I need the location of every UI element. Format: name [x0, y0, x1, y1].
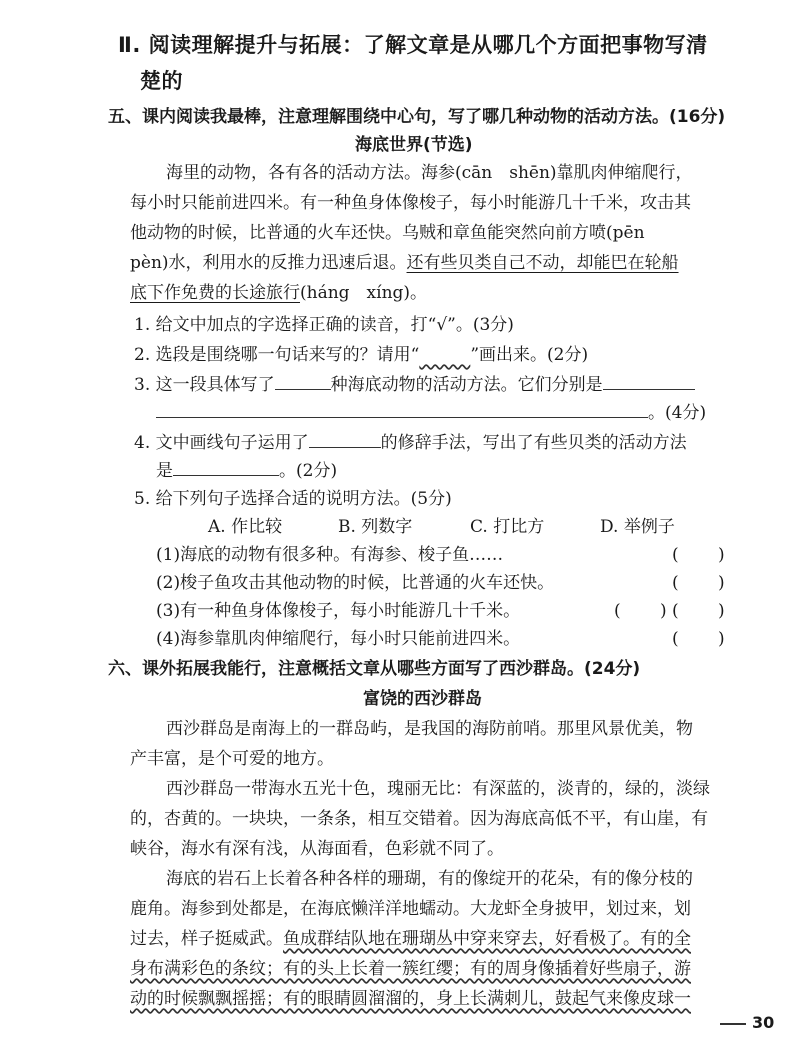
underlined-sentence: 还有些贝类自己不动，却能巴在轮船: [406, 253, 679, 273]
answer-paren-open: (: [672, 601, 679, 621]
sub-question-4: 4. 文中画线句子运用了 的修辞手法，写出了有些贝类的活动方法: [134, 428, 687, 458]
answer-paren-close[interactable]: ): [660, 601, 667, 621]
passage-line: 的，杏黄的。一块块，一条条，相互交错着。因为海底高低不平，有山崖，有: [130, 809, 708, 829]
page-number-bar: [720, 1010, 800, 1036]
sub-question-5: 5. 给下列句子选择合适的说明方法。(5分): [134, 489, 452, 509]
passage-line: 他动物的时候，比普通的火车还快。乌贼和章鱼能突然向前方喷(pēn: [130, 223, 645, 243]
answer-paren-close[interactable]: ): [718, 629, 725, 649]
question-6-heading: 六、课外拓展我能行，注意概括文章从哪些方面写了西沙群岛。(24分): [108, 659, 641, 679]
wavy-underlined-text: 身布满彩色的条纹；有的头上长着一簇红缨；有的周身像插着好些扇子，游: [130, 959, 691, 979]
sub-question-2: 2. 选段是围绕哪一句话来写的？请用“ ”画出来。(2分): [134, 345, 589, 365]
passage-line: 海里的动物，各有各的活动方法。海参(cān shēn)靠肌肉伸缩爬行，: [166, 163, 693, 183]
sub-question-3: 3. 这一段具体写了 种海底动物的活动方法。它们分别是: [134, 370, 695, 400]
method-item: (4)海参靠肌肉伸缩爬行，每小时只能前进四米。: [156, 629, 521, 649]
answer-blank[interactable]: [275, 371, 331, 390]
passage-line: 峡谷，海水有深有浅，从海面看，色彩就不同了。: [130, 839, 504, 859]
answer-paren-close[interactable]: ): [718, 601, 725, 621]
section-title-continued: 楚的: [140, 69, 183, 93]
method-item: (2)梭子鱼攻击其他动物的时候，比普通的火车还快。: [156, 573, 555, 593]
article-title-xi-sha: 富饶的西沙群岛: [363, 689, 482, 709]
method-item: (1)海底的动物有很多种。有海参、梭子鱼……: [156, 545, 504, 565]
option-c: C. 打比方: [470, 517, 545, 537]
sub-question-3-continued: 。(4分): [156, 398, 706, 428]
page-number-dash: [720, 1023, 746, 1025]
passage-line: 西沙群岛一带海水五光十色，瑰丽无比：有深蓝的，淡青的，绿的，淡绿: [166, 779, 710, 799]
sub-question-1: 1. 给文中加点的字选择正确的读音，打“√”。(3分): [134, 315, 514, 335]
answer-paren-close[interactable]: ): [718, 545, 725, 565]
passage-line: 产丰富，是个可爱的地方。: [130, 749, 334, 769]
answer-paren-open: (: [672, 573, 679, 593]
option-b: B. 列数字: [338, 517, 413, 537]
passage-line: [130, 248, 679, 278]
passage-text: pèn)水，利用水的反推力迅速后退。: [130, 253, 407, 273]
answer-blank[interactable]: [173, 457, 279, 476]
answer-paren-open: (: [672, 545, 679, 565]
passage-line: 鹿角。海参到处都是，在海底懒洋洋地蠕动。大龙虾全身披甲，划过来，划: [130, 899, 691, 919]
article-title-hai-di-shi-jie: 海底世界(节选): [355, 135, 473, 155]
page-number: 30: [752, 1013, 775, 1032]
answer-blank[interactable]: [603, 371, 695, 390]
question-5-heading: 五、课内阅读我最棒，注意理解围绕中心句，写了哪几种动物的活动方法。(16分): [108, 107, 726, 127]
answer-paren-open: (: [614, 601, 621, 621]
answer-paren-open: (: [672, 629, 679, 649]
underlined-sentence-continued: 底下作免费的长途旅行: [130, 283, 300, 303]
sub-question-4-continued: 是 。(2分): [156, 456, 337, 486]
passage-line: 过去，样子挺威武。鱼成群结队地在珊瑚丛中穿来穿去，好看极了。有的全: [130, 929, 691, 949]
method-item: (3)有一种鱼身体像梭子，每小时能游几十千米。: [156, 601, 521, 621]
passage-line: 西沙群岛是南海上的一群岛屿，是我国的海防前哨。那里风景优美，物: [166, 719, 693, 739]
wavy-line-mark: [419, 345, 470, 365]
answer-paren-close[interactable]: ): [718, 573, 725, 593]
option-a: A. 作比较: [208, 517, 283, 537]
wavy-underlined-text: 动的时候飘飘摇摇；有的眼睛圆溜溜的，身上长满刺儿，鼓起气来像皮球一: [130, 989, 691, 1009]
answer-blank[interactable]: [156, 399, 648, 418]
passage-line: 海底的岩石上长着各种各样的珊瑚，有的像绽开的花朵，有的像分枝的: [166, 869, 693, 889]
passage-line: [130, 278, 427, 308]
section-title: Ⅱ. 阅读理解提升与拓展：了解文章是从哪几个方面把事物写清: [118, 33, 708, 57]
passage-line: 每小时只能前进四米。有一种鱼身体像梭子，每小时能游几十千米，攻击其: [130, 193, 691, 213]
answer-blank[interactable]: [309, 429, 381, 448]
wavy-underlined-text: 鱼成群结队地在珊瑚丛中穿来穿去，好看极了。有的全: [283, 929, 691, 949]
passage-text: (háng xíng)。: [300, 283, 428, 303]
option-d: D. 举例子: [600, 517, 675, 537]
